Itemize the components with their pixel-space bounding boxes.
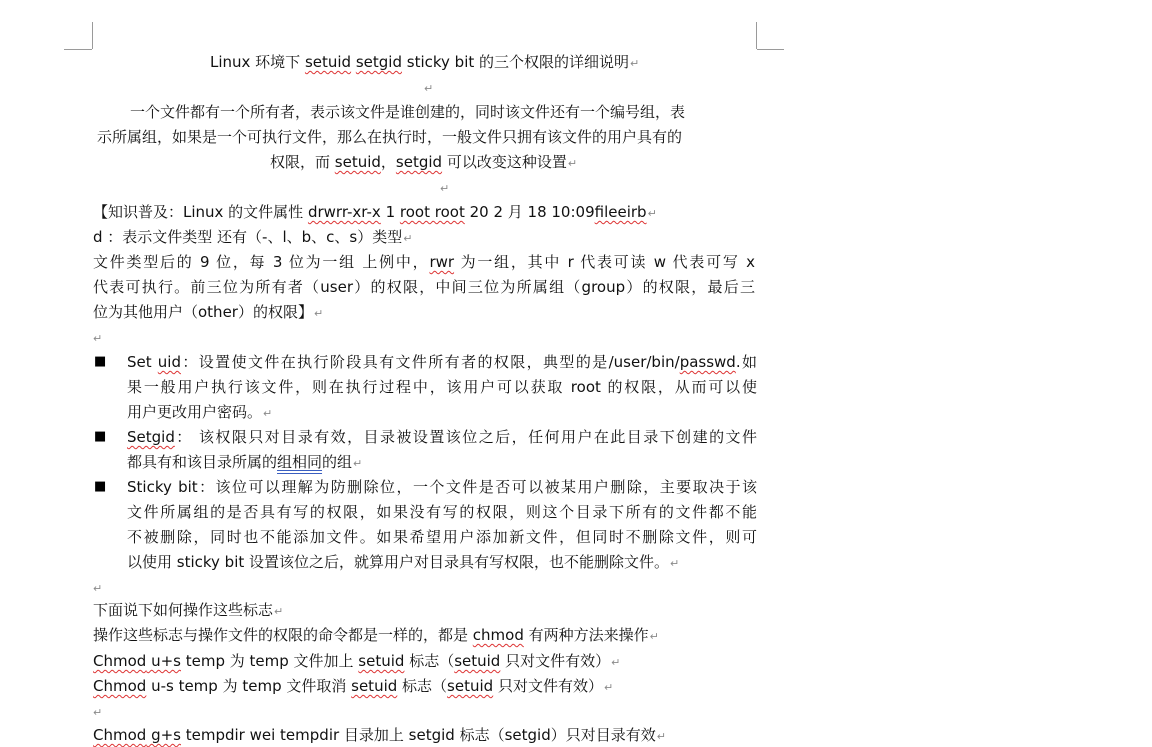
margin-corner-mark <box>64 49 92 50</box>
margin-corner-mark <box>757 49 784 50</box>
paragraph-mark-icon: ↵ <box>93 332 103 345</box>
bullet-3-line-1: Sticky bit：该位可以理解为防删除位，一个文件是否可以被某用户删除，主要取决于该 <box>127 478 757 496</box>
spell-error: setuid <box>334 153 381 171</box>
paragraph-mark-icon: ↵ <box>274 605 284 618</box>
spell-error: setgid <box>395 153 443 171</box>
spell-error: setuid <box>358 652 405 670</box>
intro-line-2: 示所属组，如果是一个可执行文件，那么在执行时，一般文件只拥有该文件的用户具有的 <box>97 128 683 146</box>
bullet-1-line-2: 果一般用户执行该文件，则在执行过程中，该用户可以获取 root 的权限，从而可以使 <box>127 378 757 396</box>
bullet-square-icon: ■ <box>94 429 107 444</box>
paragraph-mark-icon: ↵ <box>611 656 621 669</box>
ops-line-5: Chmod g+s tempdir wei tempdir 目录加上 setgid 标志（setgid）只对目录有效↵ <box>93 726 666 744</box>
spell-error: root root <box>399 203 465 221</box>
ops-line-4: Chmod u-s temp 为 temp 文件取消 setuid 标志（setuid 只对文件有效）↵ <box>93 677 614 695</box>
spell-error: chmod <box>472 626 524 644</box>
bullet-1-line-3: 用户更改用户密码。↵ <box>127 403 273 421</box>
spell-error: setuid <box>454 652 501 670</box>
paragraph-mark-icon: ↵ <box>353 457 363 470</box>
paragraph-mark-icon: ↵ <box>93 582 103 595</box>
margin-corner-mark <box>92 22 93 49</box>
paragraph-mark-icon: ↵ <box>656 730 666 743</box>
bullet-square-icon: ■ <box>94 354 107 369</box>
paragraph-mark-icon: ↵ <box>313 307 324 320</box>
bullet-3-line-3: 不被删除，同时也不能添加文件。如果希望用户添加新文件，但同时不删除文件，则可 <box>127 528 757 546</box>
paragraph-mark-icon: ↵ <box>567 157 578 170</box>
ops-line-2: 操作这些标志与操作文件的权限的命令都是一样的，都是 chmod 有两种方法来操作↵ <box>93 626 659 644</box>
paragraph-mark-icon: ↵ <box>647 207 657 220</box>
grammar-mark: 组相同 <box>277 453 323 471</box>
bullet-1-line-1: Set uid：设置使文件在执行阶段具有文件所有者的权限，典型的是/user/bin/passwd.如 <box>127 353 757 371</box>
paragraph-mark-icon: ↵ <box>440 182 450 195</box>
spell-error: Chmod <box>93 677 147 695</box>
ops-line-1: 下面说下如何操作这些标志↵ <box>93 601 284 619</box>
spell-error: uid <box>157 353 181 371</box>
paragraph-mark-icon: ↵ <box>603 681 614 694</box>
paragraph-mark-icon: ↵ <box>93 706 103 719</box>
spell-error: Chmod <box>93 726 147 744</box>
knowledge-line-1: 【知识普及：Linux 的文件属性 drwrr-xr-x 1 root root 20 2 月 18 10:09fileeirb↵ <box>93 203 657 221</box>
spell-error: fileeirb <box>594 203 647 221</box>
document-title: Linux 环境下 setuid setgid sticky bit 的三个权限的详细说明↵ <box>210 53 640 71</box>
bullet-square-icon: ■ <box>94 479 107 494</box>
paragraph-mark-icon: ↵ <box>263 407 273 420</box>
knowledge-line-5: 位为其他用户（other）的权限】↵ <box>93 303 324 321</box>
spell-error: rwr <box>429 253 455 271</box>
knowledge-line-4: 代表可执行。前三位为所有者（user）的权限，中间三位为所属组（group）的权限，最后三 <box>93 278 755 296</box>
spell-error: setuid <box>447 677 494 695</box>
knowledge-line-2: d ：表示文件类型 还有（-、l、b、c、s）类型↵ <box>93 228 413 246</box>
intro-line-1: 一个文件都有一个所有者，表示该文件是谁创建的，同时该文件还有一个编号组，表 <box>130 103 686 121</box>
spell-error: Chmod <box>93 652 147 670</box>
knowledge-line-3: 文件类型后的 9 位，每 3 位为一组 上例中，rwr 为一组，其中 r 代表可读 w 代表可写 x <box>93 253 755 271</box>
spell-error: setuid <box>304 53 352 71</box>
paragraph-mark-icon: ↵ <box>403 232 413 245</box>
paragraph-mark-icon: ↵ <box>649 630 659 643</box>
paragraph-mark-icon: ↵ <box>424 82 434 95</box>
spell-error: u+s <box>146 652 181 670</box>
bullet-3-line-4: 以使用 sticky bit 设置该位之后，就算用户对目录具有写权限，也不能删除文件。↵ <box>127 553 680 571</box>
spell-error: passwd <box>679 353 736 371</box>
paragraph-mark-icon: ↵ <box>670 557 680 570</box>
intro-line-3: 权限，而 setuid，setgid 可以改变这种设置↵ <box>270 153 578 171</box>
margin-corner-mark <box>756 22 757 49</box>
spell-error: drwrr-xr-x <box>307 203 381 221</box>
ops-line-3: Chmod u+s temp 为 temp 文件加上 setuid 标志（setuid 只对文件有效）↵ <box>93 652 621 670</box>
spell-error: setgid <box>355 53 402 71</box>
spell-error: setuid <box>351 677 398 695</box>
bullet-2-line-2: 都具有和该目录所属的组相同的组↵ <box>127 453 363 471</box>
spell-error: g+s <box>146 726 181 744</box>
spell-error: Setgid <box>127 428 175 446</box>
paragraph-mark-icon: ↵ <box>630 57 640 70</box>
bullet-3-line-2: 文件所属组的是否具有写的权限，如果没有写的权限，则这个目录下所有的文件都不能 <box>127 503 757 521</box>
bullet-2-line-1: Setgid： 该权限只对目录有效，目录被设置该位之后，任何用户在此目录下创建的文件 <box>127 428 757 446</box>
